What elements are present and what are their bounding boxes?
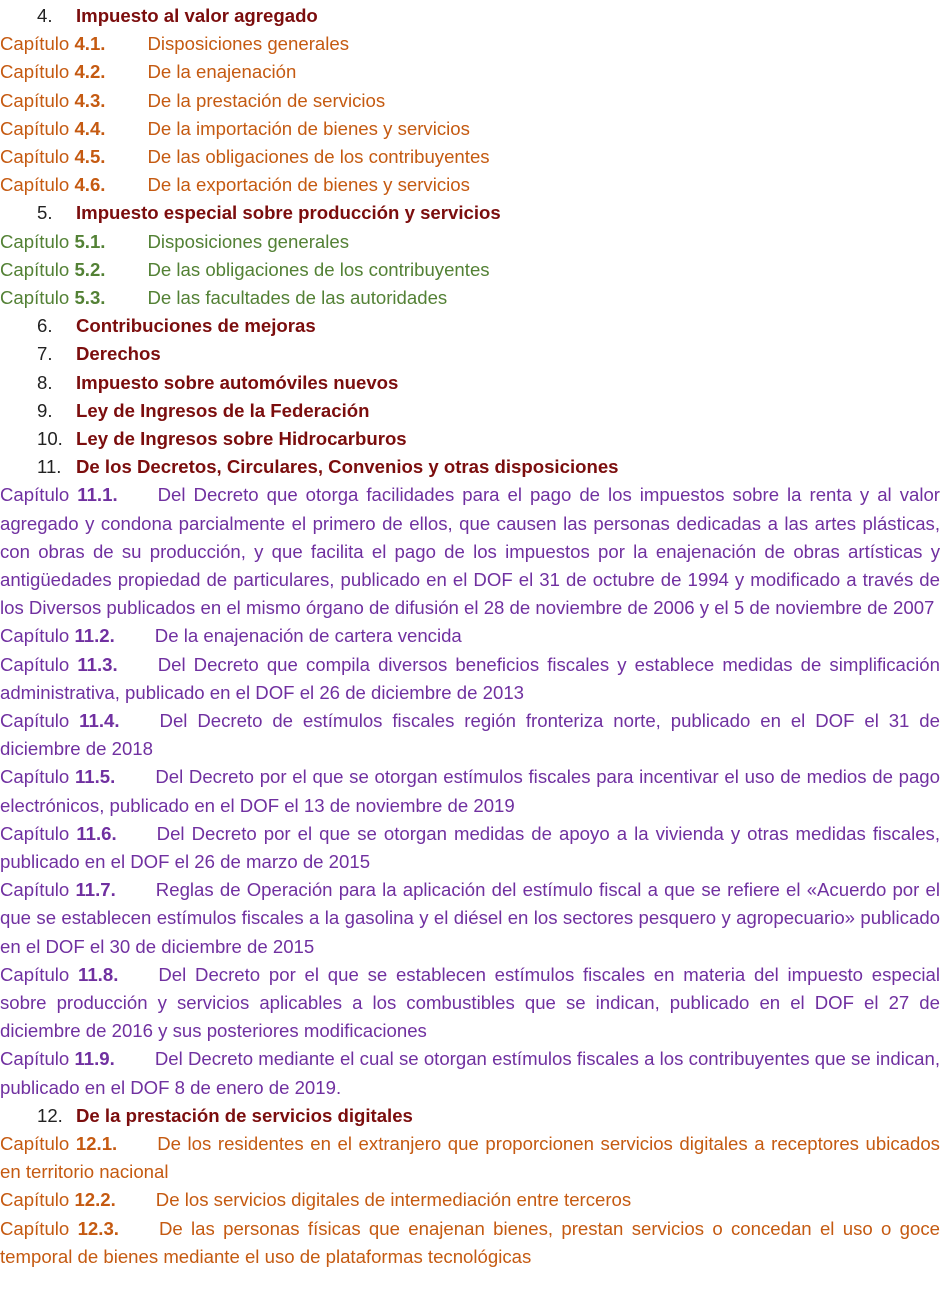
chapter-11-8 <box>0 961 940 1046</box>
title-number: 7. <box>37 343 53 365</box>
chapter-number: 11.4. <box>79 709 120 731</box>
chapter-number: 12.1. <box>75 1132 118 1154</box>
title-5 <box>0 199 940 227</box>
title-9 <box>0 397 940 425</box>
chapter-word: Capítulo <box>0 709 70 731</box>
chapter-number: 4.3. <box>74 89 106 111</box>
chapter-text: Del Decreto por el que se otorgan estímulos fiscales para incentivar el uso de medios de pago electrónicos, publicado en el DOF el 13 de noviembre de 2019 <box>0 766 940 816</box>
chapter-5-2 <box>0 256 940 284</box>
chapter-text: Reglas de Operación para la aplicación del estímulo fiscal a que se refiere el «Acuerdo por el que se establecen estímulos fiscales a la gasolina y el diésel en los sectores pesquero y agropecuario» publicado en el DOF el 30 de diciembre de 2015 <box>0 879 940 957</box>
chapter-word: Capítulo <box>0 1189 70 1211</box>
chapter-word: Capítulo <box>0 963 70 985</box>
chapter-11-3 <box>0 651 940 707</box>
chapter-11-4 <box>0 707 940 763</box>
chapter-number: 11.9. <box>74 1048 115 1070</box>
chapter-text: De la enajenación <box>147 61 297 83</box>
chapter-number: 11.1. <box>77 484 118 506</box>
chapter-text: Del Decreto por el que se establecen estímulos fiscales en materia del impuesto especial sobre producción y servicios aplicables a los combustibles que se indican, publicado en el DOF el 27 de diciembre de 2016 y sus posteriores modificaciones <box>0 963 940 1042</box>
chapter-word: Capítulo <box>0 33 70 55</box>
title-number: 8. <box>37 371 53 393</box>
chapter-text: De la exportación de bienes y servicios <box>147 174 470 196</box>
chapter-word: Capítulo <box>0 1048 70 1070</box>
chapter-list-5 <box>0 228 940 313</box>
title-number: 12. <box>37 1104 63 1126</box>
chapter-12-3 <box>0 1215 940 1271</box>
title-label: Ley de Ingresos sobre Hidrocarburos <box>76 427 407 449</box>
chapter-text: Del Decreto mediante el cual se otorgan estímulos fiscales a los contribuyentes que se indican, publicado en el DOF 8 de enero de 2019. <box>0 1048 940 1098</box>
chapter-text: De las obligaciones de los contribuyentes <box>147 146 490 167</box>
chapter-4-2 <box>0 58 940 86</box>
chapter-list-12 <box>0 1130 940 1271</box>
chapter-number: 11.6. <box>76 822 117 844</box>
chapter-number: 5.2. <box>74 258 106 280</box>
chapter-text: De la importación de bienes y servicios <box>147 117 470 139</box>
title-11 <box>0 453 940 481</box>
title-6 <box>0 312 940 340</box>
chapter-word: Capítulo <box>0 230 70 252</box>
chapter-word: Capítulo <box>0 766 70 788</box>
chapter-text: De las obligaciones de los contribuyentes <box>147 258 490 280</box>
chapter-number: 11.5. <box>74 766 116 788</box>
chapter-4-3 <box>0 87 940 115</box>
chapter-word: Capítulo <box>0 117 70 139</box>
chapter-text: Del Decreto que otorga facilidades para el pago de los impuestos sobre la renta y al valor agregado y condona parcialmente el primero de ellos, que causen las personas dedicadas a las artes plásticas, con obras de su producción, y que facilita el pago de los impuestos por la enajenación de obras artísticas y antigüedades propiedad de particulares, publicado en el DOF el 31 de octubre de 1994 y modificado a través de los Diversos publicados en el mismo órgano de difusión el 28 de noviembre de 2006 y el 5 de noviembre de 2007 <box>0 484 940 619</box>
chapter-word: Capítulo <box>0 1132 70 1154</box>
title-label: Impuesto sobre automóviles nuevos <box>76 371 399 393</box>
chapter-number: 11.2. <box>74 625 115 647</box>
chapter-text: Del Decreto de estímulos fiscales región fronteriza norte, publicado en el DOF el 31 de diciembre de 2018 <box>0 709 940 760</box>
title-number: 9. <box>37 399 53 421</box>
title-number: 10. <box>37 427 63 449</box>
chapter-number: 4.5. <box>74 146 106 167</box>
chapter-number: 11.3. <box>77 653 118 675</box>
chapter-number: 4.2. <box>74 61 106 83</box>
chapter-number: 12.3. <box>77 1217 119 1239</box>
chapter-number: 4.1. <box>74 33 106 55</box>
chapter-4-5 <box>0 143 940 171</box>
title-12 <box>0 1102 940 1130</box>
chapter-word: Capítulo <box>0 146 70 167</box>
chapter-4-4 <box>0 115 940 143</box>
chapter-number: 11.8. <box>78 963 119 985</box>
title-number: 5. <box>37 202 53 224</box>
title-label: Ley de Ingresos de la Federación <box>76 399 370 421</box>
chapter-number: 4.6. <box>74 174 106 196</box>
title-number: 4. <box>37 5 53 26</box>
chapter-text: Disposiciones generales <box>147 230 349 252</box>
title-8 <box>0 369 940 397</box>
title-label: Impuesto especial sobre producción y servicios <box>76 202 501 224</box>
chapter-word: Capítulo <box>0 61 70 83</box>
chapter-number: 12.2. <box>74 1189 116 1211</box>
chapter-12-2 <box>0 1186 940 1214</box>
chapter-11-6 <box>0 820 940 876</box>
title-number: 6. <box>37 315 53 337</box>
chapter-11-5 <box>0 763 940 819</box>
chapter-number: 5.1. <box>74 230 106 252</box>
title-number: 11. <box>37 456 62 478</box>
chapter-text: Disposiciones generales <box>147 33 349 55</box>
chapter-word: Capítulo <box>0 174 70 196</box>
chapter-text: Del Decreto que compila diversos beneficios fiscales y establece medidas de simplificación administrativa, publicado en el DOF el 26 de diciembre de 2013 <box>0 653 940 703</box>
chapter-text: De los residentes en el extranjero que proporcionen servicios digitales a receptores ubicados en territorio nacional <box>0 1132 940 1183</box>
chapter-number: 4.4. <box>74 117 106 139</box>
chapter-list-11 <box>0 481 940 1101</box>
chapter-text: De las personas físicas que enajenan bienes, prestan servicios o concedan el uso o goce temporal de bienes mediante el uso de plataformas tecnológicas <box>0 1217 940 1267</box>
title-label: Impuesto al valor agregado <box>76 5 318 26</box>
chapter-4-6 <box>0 171 940 199</box>
chapter-5-3 <box>0 284 940 312</box>
chapter-11-1 <box>0 481 940 622</box>
chapter-4-1 <box>0 30 940 58</box>
chapter-list-4 <box>0 30 940 199</box>
chapter-word: Capítulo <box>0 89 70 111</box>
chapter-word: Capítulo <box>0 653 70 675</box>
title-label: De los Decretos, Circulares, Convenios y otras disposiciones <box>76 456 619 478</box>
chapter-text: Del Decreto por el que se otorgan medidas de apoyo a la vivienda y otras medidas fiscales, publicado en el DOF el 26 de marzo de 2015 <box>0 822 940 872</box>
title-label: De la prestación de servicios digitales <box>76 1104 413 1126</box>
chapter-11-2 <box>0 622 940 650</box>
chapter-word: Capítulo <box>0 258 70 280</box>
chapter-word: Capítulo <box>0 879 70 901</box>
chapter-word: Capítulo <box>0 822 70 844</box>
title-label: Contribuciones de mejoras <box>76 315 316 337</box>
chapter-12-1 <box>0 1130 940 1186</box>
chapter-word: Capítulo <box>0 287 70 308</box>
chapter-word: Capítulo <box>0 1217 70 1239</box>
chapter-11-7 <box>0 876 940 961</box>
chapter-11-9 <box>0 1045 940 1101</box>
chapter-text: De los servicios digitales de intermediación entre terceros <box>155 1189 632 1211</box>
chapter-number: 11.7. <box>75 879 116 901</box>
title-label: Derechos <box>76 343 161 365</box>
chapter-text: De la enajenación de cartera vencida <box>154 625 462 647</box>
chapter-word: Capítulo <box>0 625 70 647</box>
chapter-number: 5.3. <box>74 287 106 308</box>
chapter-text: De la prestación de servicios <box>147 89 386 111</box>
title-7 <box>0 340 940 368</box>
title-4 <box>0 2 940 30</box>
chapter-text: De las facultades de las autoridades <box>147 287 448 308</box>
chapter-5-1 <box>0 228 940 256</box>
title-10 <box>0 425 940 453</box>
chapter-word: Capítulo <box>0 484 70 506</box>
